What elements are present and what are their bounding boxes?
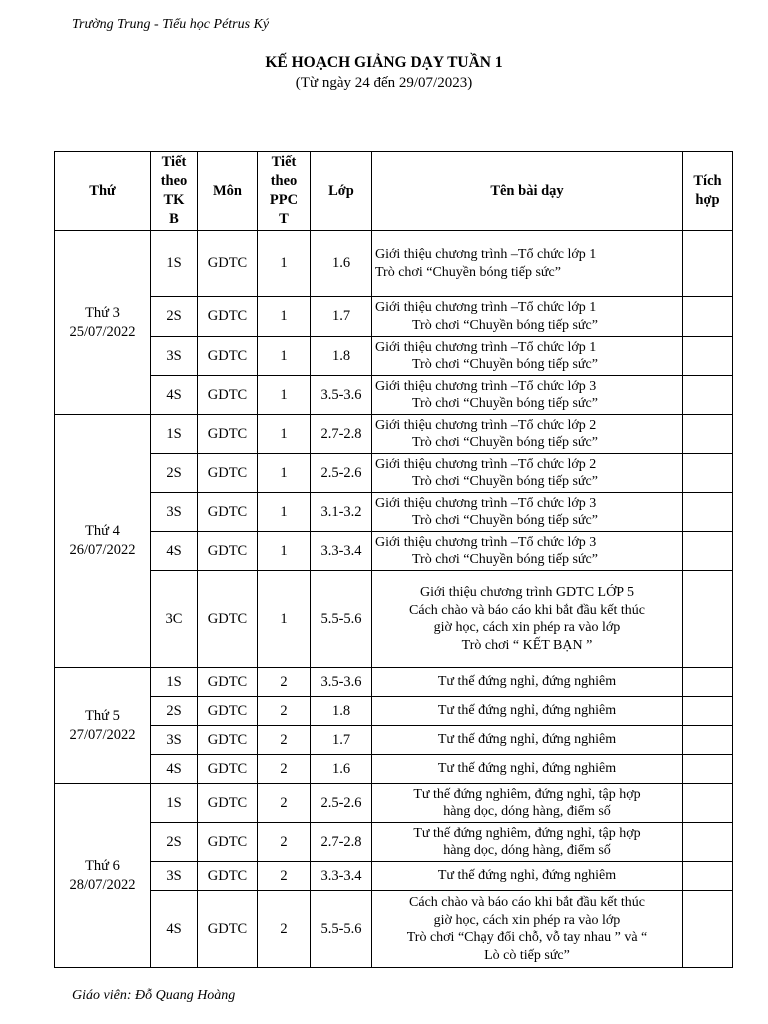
subject-cell: GDTC: [198, 337, 258, 376]
page-title: KẾ HOẠCH GIẢNG DẠY TUẦN 1: [265, 54, 503, 71]
class-cell: 2.5-2.6: [311, 784, 372, 823]
lesson-line: Cách chào và báo cáo khi bắt đầu kết thúc: [409, 895, 645, 910]
subject-cell: GDTC: [198, 891, 258, 968]
col-header-lop: Lớp: [311, 152, 372, 231]
lesson-line: Lò cò tiếp sức”: [484, 947, 570, 963]
period-cell: 1S: [151, 668, 198, 697]
class-cell: 2.7-2.8: [311, 415, 372, 454]
col-header-ten-bai: Tên bài dạy: [372, 152, 683, 231]
table-row: [55, 571, 733, 668]
subject-cell: GDTC: [198, 755, 258, 784]
class-cell: 2.5-2.6: [311, 454, 372, 493]
lesson-line: Giới thiệu chương trình GDTC LỚP 5: [420, 585, 634, 600]
lesson-line: Tư thế đứng nghỉ, đứng nghiêm: [437, 868, 617, 884]
lesson-cell: [372, 891, 683, 968]
lesson-line: Trò chơi “Chuyền bóng tiếp sức”: [412, 357, 598, 372]
class-cell: 1.8: [311, 697, 372, 726]
subject-cell: GDTC: [198, 297, 258, 337]
subject-cell: GDTC: [198, 532, 258, 571]
class-cell: 1.6: [311, 755, 372, 784]
col-header-tiet-ppct-line: theo: [270, 173, 298, 189]
class-cell: 3.1-3.2: [311, 493, 372, 532]
lesson-line: Tư thế đứng nghỉ, đứng nghiêm: [437, 674, 617, 690]
lesson-line: Trò chơi “Chuyền bóng tiếp sức”: [412, 435, 598, 450]
period-cell: 3S: [151, 862, 198, 891]
date-range: (Từ ngày 24 đến 29/07/2023): [295, 75, 473, 91]
period-cell: 4S: [151, 532, 198, 571]
col-header-tiet-tkb-line: theo: [160, 173, 188, 189]
ppct-cell: 1: [258, 454, 311, 493]
integration-cell: [683, 415, 733, 454]
ppct-cell: 2: [258, 668, 311, 697]
table-row: [55, 891, 733, 968]
period-cell: 2S: [151, 297, 198, 337]
table-row: [55, 337, 733, 376]
lesson-line: Giới thiệu chương trình –Tổ chức lớp 1: [375, 339, 597, 355]
class-cell: 3.3-3.4: [311, 532, 372, 571]
day-cell: [55, 415, 151, 668]
lesson-cell: [372, 376, 683, 415]
integration-cell: [683, 337, 733, 376]
table-row: [55, 697, 733, 726]
ppct-cell: 2: [258, 823, 311, 862]
day-cell: [55, 231, 151, 415]
subject-cell: GDTC: [198, 415, 258, 454]
period-cell: 1S: [151, 784, 198, 823]
subject-cell: GDTC: [198, 454, 258, 493]
lesson-line: Giới thiệu chương trình –Tổ chức lớp 2: [375, 456, 597, 472]
ppct-cell: 1: [258, 493, 311, 532]
subject-cell: GDTC: [198, 823, 258, 862]
lesson-line: Cách chào và báo cáo khi bắt đầu kết thúc: [409, 602, 645, 618]
ppct-cell: 1: [258, 297, 311, 337]
lesson-line: Giới thiệu chương trình –Tổ chức lớp 2: [375, 417, 597, 433]
col-header-mon: Môn: [198, 152, 258, 231]
class-cell: 3.5-3.6: [311, 668, 372, 697]
integration-cell: [683, 726, 733, 755]
subject-cell: GDTC: [198, 784, 258, 823]
day-cell: [55, 668, 151, 784]
subject-cell: GDTC: [198, 668, 258, 697]
ppct-cell: 2: [258, 784, 311, 823]
ppct-cell: 1: [258, 376, 311, 415]
subject-cell: GDTC: [198, 697, 258, 726]
integration-cell: [683, 376, 733, 415]
lesson-line: hàng dọc, dóng hàng, điểm số: [443, 804, 611, 819]
col-header-tich-hop-line: hợp: [695, 192, 720, 208]
lesson-cell: [372, 862, 683, 891]
subject-cell: GDTC: [198, 571, 258, 668]
period-cell: 3S: [151, 337, 198, 376]
subject-cell: GDTC: [198, 376, 258, 415]
integration-cell: [683, 784, 733, 823]
ppct-cell: 2: [258, 697, 311, 726]
lesson-line: Tư thế đứng nghỉ, đứng nghiêm: [437, 732, 617, 748]
ppct-cell: 2: [258, 726, 311, 755]
teacher-name: Giáo viên: Đỗ Quang Hoàng: [72, 988, 236, 1003]
class-cell: 5.5-5.6: [311, 571, 372, 668]
table-row: [55, 454, 733, 493]
integration-cell: [683, 823, 733, 862]
col-header-tiet-ppct: [258, 152, 311, 231]
day-cell: [55, 784, 151, 968]
lesson-line: giờ học, cách xin phép ra vào lớp: [433, 620, 621, 635]
integration-cell: [683, 493, 733, 532]
lesson-line: Giới thiệu chương trình –Tổ chức lớp 1: [375, 300, 597, 315]
col-header-tiet-ppct-line: PPC: [269, 192, 299, 208]
table-row: [55, 755, 733, 784]
table-row: [55, 297, 733, 337]
integration-cell: [683, 891, 733, 968]
ppct-cell: 2: [258, 891, 311, 968]
period-cell: 2S: [151, 823, 198, 862]
period-cell: 3S: [151, 726, 198, 755]
class-cell: 5.5-5.6: [311, 891, 372, 968]
lesson-line: Giới thiệu chương trình –Tổ chức lớp 3: [375, 378, 597, 394]
period-cell: 4S: [151, 376, 198, 415]
integration-cell: [683, 755, 733, 784]
period-cell: 3C: [151, 571, 198, 668]
class-cell: 1.7: [311, 297, 372, 337]
ppct-cell: 1: [258, 532, 311, 571]
integration-cell: [683, 571, 733, 668]
lesson-line: Giới thiệu chương trình –Tổ chức lớp 3: [375, 495, 597, 511]
lesson-line: Trò chơi “Chuyền bóng tiếp sức”: [412, 317, 598, 333]
lesson-cell: [372, 726, 683, 755]
ppct-cell: 1: [258, 231, 311, 297]
day-label: Thứ 6: [85, 857, 120, 874]
lesson-line: giờ học, cách xin phép ra vào lớp: [433, 912, 621, 928]
lesson-cell: [372, 823, 683, 862]
subject-cell: GDTC: [198, 493, 258, 532]
lesson-line: Tư thế đứng nghỉ, đứng nghiêm: [437, 703, 617, 719]
lesson-cell: [372, 668, 683, 697]
lesson-line: Tư thế đứng nghỉ, đứng nghiêm: [437, 761, 617, 777]
period-cell: 4S: [151, 891, 198, 968]
ppct-cell: 1: [258, 571, 311, 668]
integration-cell: [683, 697, 733, 726]
integration-cell: [683, 532, 733, 571]
class-cell: 1.8: [311, 337, 372, 376]
day-date: 27/07/2022: [69, 726, 136, 743]
lesson-cell: [372, 784, 683, 823]
col-header-tiet-ppct-line: Tiết: [271, 154, 297, 170]
lesson-plan-table: [54, 151, 733, 968]
class-cell: 3.5-3.6: [311, 376, 372, 415]
header-row: [55, 152, 733, 231]
period-cell: 2S: [151, 697, 198, 726]
lesson-line: Tư thế đứng nghiêm, đứng nghỉ, tập hợp: [413, 786, 641, 802]
col-header-tiet-tkb: [151, 152, 198, 231]
lesson-line: Trò chơi “Chạy đổi chỗ, vỗ tay nhau ” và “: [406, 930, 648, 945]
ppct-cell: 1: [258, 337, 311, 376]
integration-cell: [683, 297, 733, 337]
table-row: [55, 493, 733, 532]
subject-cell: GDTC: [198, 862, 258, 891]
col-header-tiet-tkb-line: TK: [163, 192, 185, 208]
lesson-line: Giới thiệu chương trình –Tổ chức lớp 3: [375, 534, 597, 550]
class-cell: 3.3-3.4: [311, 862, 372, 891]
lesson-cell: [372, 697, 683, 726]
table-row: [55, 668, 733, 697]
ppct-cell: 1: [258, 415, 311, 454]
col-header-thu: Thứ: [55, 152, 151, 231]
ppct-cell: 2: [258, 862, 311, 891]
period-cell: 4S: [151, 755, 198, 784]
lesson-line: Tư thế đứng nghiêm, đứng nghỉ, tập hợp: [413, 825, 641, 841]
integration-cell: [683, 668, 733, 697]
day-label: Thứ 3: [85, 304, 120, 321]
table-row: [55, 823, 733, 862]
table-row: [55, 415, 733, 454]
lesson-cell: [372, 415, 683, 454]
col-header-tiet-ppct-line: T: [279, 211, 289, 227]
lesson-cell: [372, 532, 683, 571]
table-row: [55, 231, 733, 297]
day-label: Thứ 4: [85, 523, 120, 539]
lesson-line: Giới thiệu chương trình –Tổ chức lớp 1: [375, 247, 597, 262]
lesson-line: Trò chơi “Chuyền bóng tiếp sức”: [412, 396, 598, 411]
col-header-tiet-tkb-line: B: [169, 211, 179, 227]
lesson-line: Trò chơi “Chuyền bóng tiếp sức”: [412, 513, 598, 528]
table-row: [55, 784, 733, 823]
class-cell: 1.6: [311, 231, 372, 297]
day-date: 25/07/2022: [69, 323, 136, 340]
period-cell: 1S: [151, 231, 198, 297]
lesson-cell: [372, 571, 683, 668]
lesson-cell: [372, 337, 683, 376]
subject-cell: GDTC: [198, 726, 258, 755]
day-date: 28/07/2022: [69, 876, 136, 893]
day-date: 26/07/2022: [69, 542, 136, 558]
integration-cell: [683, 454, 733, 493]
day-label: Thứ 5: [85, 707, 120, 724]
lesson-line: Trò chơi “Chuyền bóng tiếp sức”: [412, 474, 598, 489]
lesson-cell: [372, 454, 683, 493]
lesson-cell: [372, 231, 683, 297]
ppct-cell: 2: [258, 755, 311, 784]
subject-cell: GDTC: [198, 231, 258, 297]
col-header-tich-hop-line: Tích: [693, 173, 722, 189]
school-name: Trường Trung - Tiểu học Pétrus Ký: [72, 17, 270, 32]
integration-cell: [683, 862, 733, 891]
lesson-line: Trò chơi “Chuyền bóng tiếp sức”: [375, 264, 561, 280]
lesson-line: Trò chơi “ KẾT BẠN ”: [461, 637, 593, 653]
integration-cell: [683, 231, 733, 297]
table-row: [55, 376, 733, 415]
table-body: [55, 231, 733, 968]
period-cell: 2S: [151, 454, 198, 493]
lesson-cell: [372, 493, 683, 532]
col-header-tich-hop: [683, 152, 733, 231]
col-header-tiet-tkb-line: Tiết: [161, 154, 187, 170]
class-cell: 2.7-2.8: [311, 823, 372, 862]
lesson-cell: [372, 297, 683, 337]
lesson-line: hàng dọc, dóng hàng, điểm số: [443, 843, 611, 858]
table-row: [55, 532, 733, 571]
lesson-cell: [372, 755, 683, 784]
lesson-line: Trò chơi “Chuyền bóng tiếp sức”: [412, 552, 598, 567]
period-cell: 1S: [151, 415, 198, 454]
table-row: [55, 726, 733, 755]
period-cell: 3S: [151, 493, 198, 532]
class-cell: 1.7: [311, 726, 372, 755]
table-row: [55, 862, 733, 891]
